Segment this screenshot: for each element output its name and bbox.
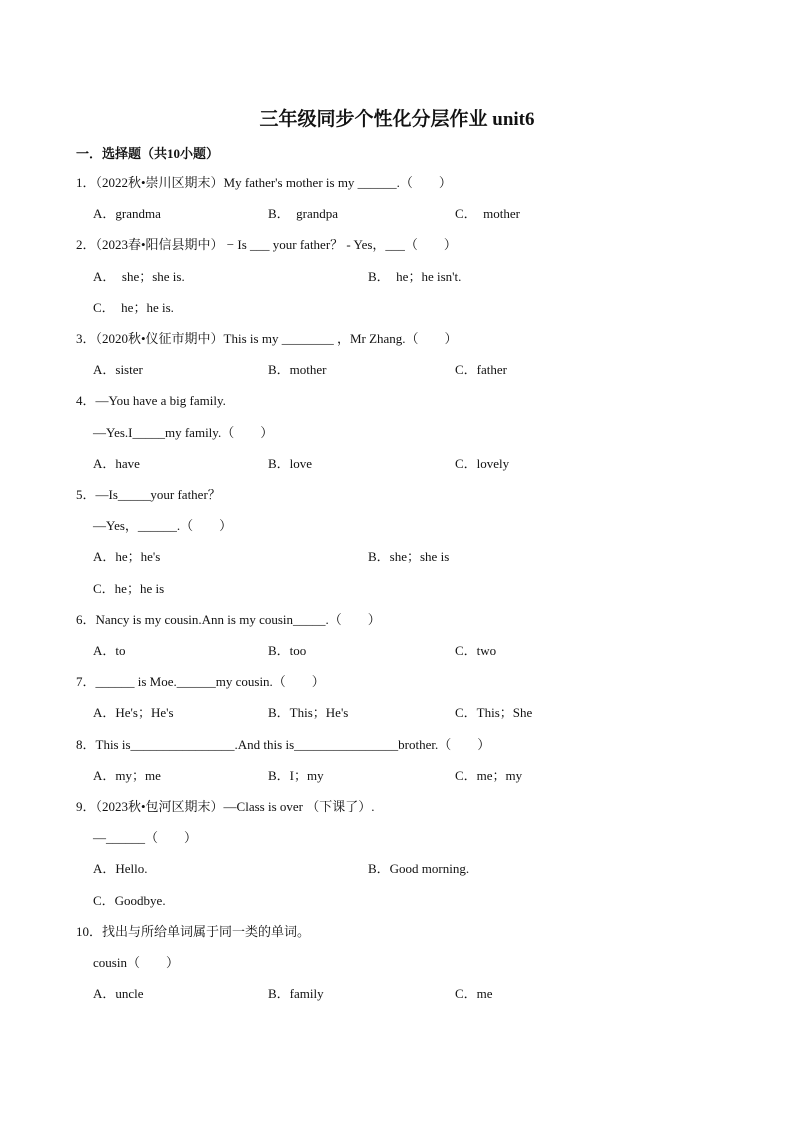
page-title: 三年级同步个性化分层作业 unit6	[259, 109, 535, 130]
question-5-reply: —Yes，______.（ ）	[93, 518, 233, 533]
question-10-option-b[interactable]: B．family	[268, 986, 324, 1001]
question-10-option-a[interactable]: A．uncle	[93, 986, 144, 1001]
question-5-option-a[interactable]: A．he；he's	[93, 549, 161, 564]
question-9-option-b[interactable]: B．Good morning.	[368, 861, 470, 876]
question-9-reply: —______（ ）	[93, 830, 198, 845]
question-4-option-a[interactable]: A．have	[93, 456, 140, 471]
question-6-option-c[interactable]: C．two	[455, 643, 497, 658]
question-1-stem: 1．（2022秋•崇川区期末）My father's mother is my ______.（ ）	[76, 175, 452, 190]
question-5-stem: 5．—Is_____your father？	[76, 487, 221, 502]
question-9-option-c[interactable]: C．Goodbye.	[93, 893, 166, 908]
question-8-option-c[interactable]: C．me；my	[455, 768, 523, 783]
question-2-option-a[interactable]: A． she；she is.	[93, 269, 185, 284]
question-6-option-a[interactable]: A．to	[93, 643, 126, 658]
question-2-option-c[interactable]: C． he；he is.	[93, 300, 174, 315]
question-8-option-b[interactable]: B．I；my	[268, 768, 324, 783]
question-8-stem: 8．This is________________.And this is________________brother.（ ）	[76, 737, 491, 752]
question-7-stem: 7．______ is Moe.______my cousin.（ ）	[76, 674, 325, 689]
question-8-option-a[interactable]: A．my；me	[93, 768, 161, 783]
question-7-option-a[interactable]: A．He's；He's	[93, 705, 174, 720]
question-1-option-a[interactable]: A．grandma	[93, 206, 161, 221]
question-9-option-a[interactable]: A．Hello.	[93, 861, 148, 876]
question-5-option-b[interactable]: B．she；she is	[368, 549, 450, 564]
question-3-option-c[interactable]: C．father	[455, 362, 507, 377]
question-3-stem: 3．（2020秋•仪征市期中）This is my ________ ，Mr Zhang.（ ）	[76, 331, 458, 346]
question-3-option-a[interactable]: A．sister	[93, 362, 143, 377]
question-1-option-c[interactable]: C． mother	[455, 206, 520, 221]
question-10-stem: 10．找出与所给单词属于同一类的单词。	[76, 924, 311, 939]
question-7-option-b[interactable]: B．This；He's	[268, 705, 349, 720]
question-2-stem: 2．（2023春•阳信县期中） − Is ___ your father？ - Yes，___（ ）	[76, 237, 457, 252]
question-3-option-b[interactable]: B．mother	[268, 362, 327, 377]
question-4-option-b[interactable]: B．love	[268, 456, 313, 471]
question-10-word: cousin（ ）	[93, 955, 179, 970]
question-4-reply: —Yes.I_____my family.（ ）	[93, 425, 274, 440]
question-2-option-b[interactable]: B． he；he isn't.	[368, 269, 462, 284]
question-5-option-c[interactable]: C．he；he is	[93, 581, 165, 596]
question-4-stem: 4．—You have a big family.	[76, 393, 226, 408]
question-9-stem: 9．（2023秋•包河区期末）—Class is over （下课了）.	[76, 799, 375, 814]
section-heading: 一．选择题（共10小题）	[76, 146, 220, 161]
question-7-option-c[interactable]: C．This；She	[455, 705, 533, 720]
question-10-option-c[interactable]: C．me	[455, 986, 493, 1001]
question-1-option-b[interactable]: B． grandpa	[268, 206, 339, 221]
question-6-option-b[interactable]: B．too	[268, 643, 307, 658]
question-4-option-c[interactable]: C．lovely	[455, 456, 510, 471]
question-6-stem: 6．Nancy is my cousin.Ann is my cousin_____.（ ）	[76, 612, 381, 627]
